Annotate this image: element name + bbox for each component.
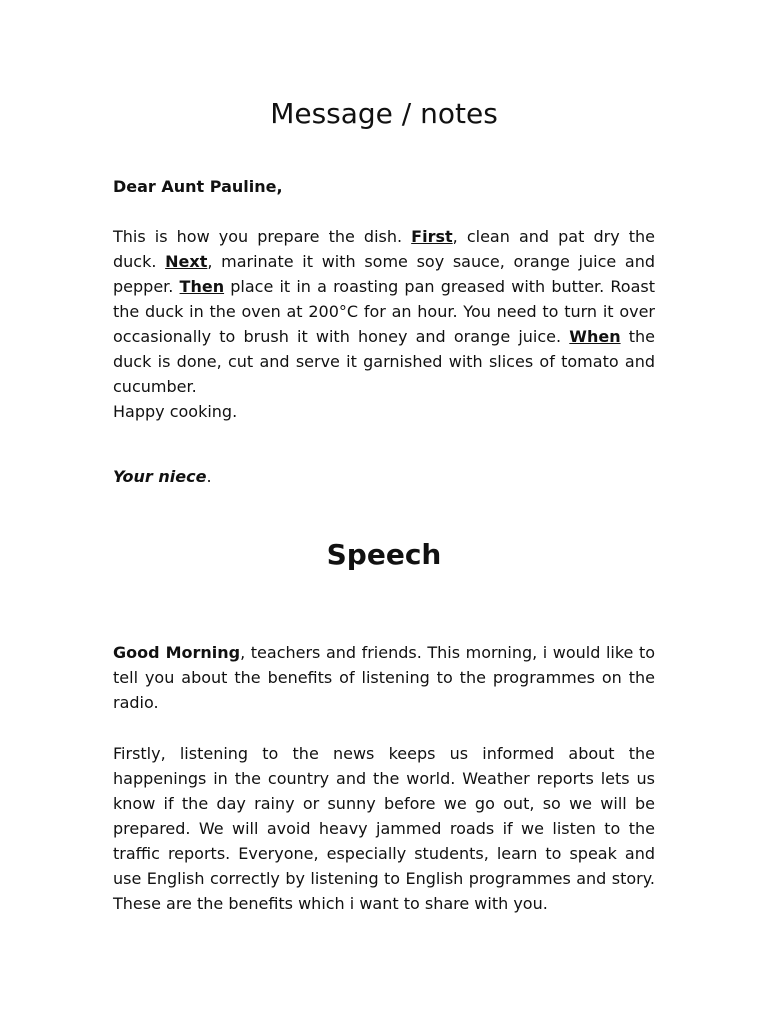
speech-paragraph-2: Firstly, listening to the news keeps us informed about the happenings in the country and the world. Weather reports lets us know if the day rainy or sunny before we go out, so we will be prepared. We will avoid heavy jammed roads if we listen to the traffic reports. Everyone, especially students, learn to speak and use English correctly by listening to English programmes and story. These are the benefits which i want to share with you. [113, 744, 655, 913]
closing [113, 464, 655, 489]
closing-punct: . [206, 467, 212, 486]
greeting [113, 174, 655, 199]
closing-signature: Your niece [113, 467, 207, 486]
letter-text-3: , marinate it with some soy sauce, orange juice and pepper. [113, 252, 656, 296]
keyword-next: Next [165, 252, 208, 271]
keyword-when: When [569, 327, 621, 346]
speech-greeting-bold: Good Morning [113, 643, 241, 662]
section-title-message-notes: Message / notes [270, 97, 498, 130]
keyword-then: Then [179, 277, 225, 296]
keyword-first: First [411, 227, 453, 246]
greeting-text: Dear Aunt Pauline, [113, 177, 283, 196]
letter-body [113, 224, 655, 424]
speech-paragraph-1-text: , teachers and friends. This morning, i would like to tell you about the benefits of listening to the programmes on the radio. [113, 643, 656, 712]
speech-paragraph-1 [113, 640, 655, 715]
letter-line-happy-cooking: Happy cooking. [113, 402, 238, 421]
letter-text-1: This is how you prepare the dish. [113, 227, 412, 246]
letter-text-4: place it in a roasting pan greased with butter. Roast the duck in the oven at 200°C for an hour. You need to turn it over occasionally to brush it with honey and orange juice. [113, 277, 656, 346]
letter-text-5: the duck is done, cut and serve it garnished with slices of tomato and cucumber. [113, 327, 656, 396]
section-title-speech: Speech [326, 538, 442, 571]
letter-text-2: , clean and pat dry the duck. [113, 227, 655, 271]
